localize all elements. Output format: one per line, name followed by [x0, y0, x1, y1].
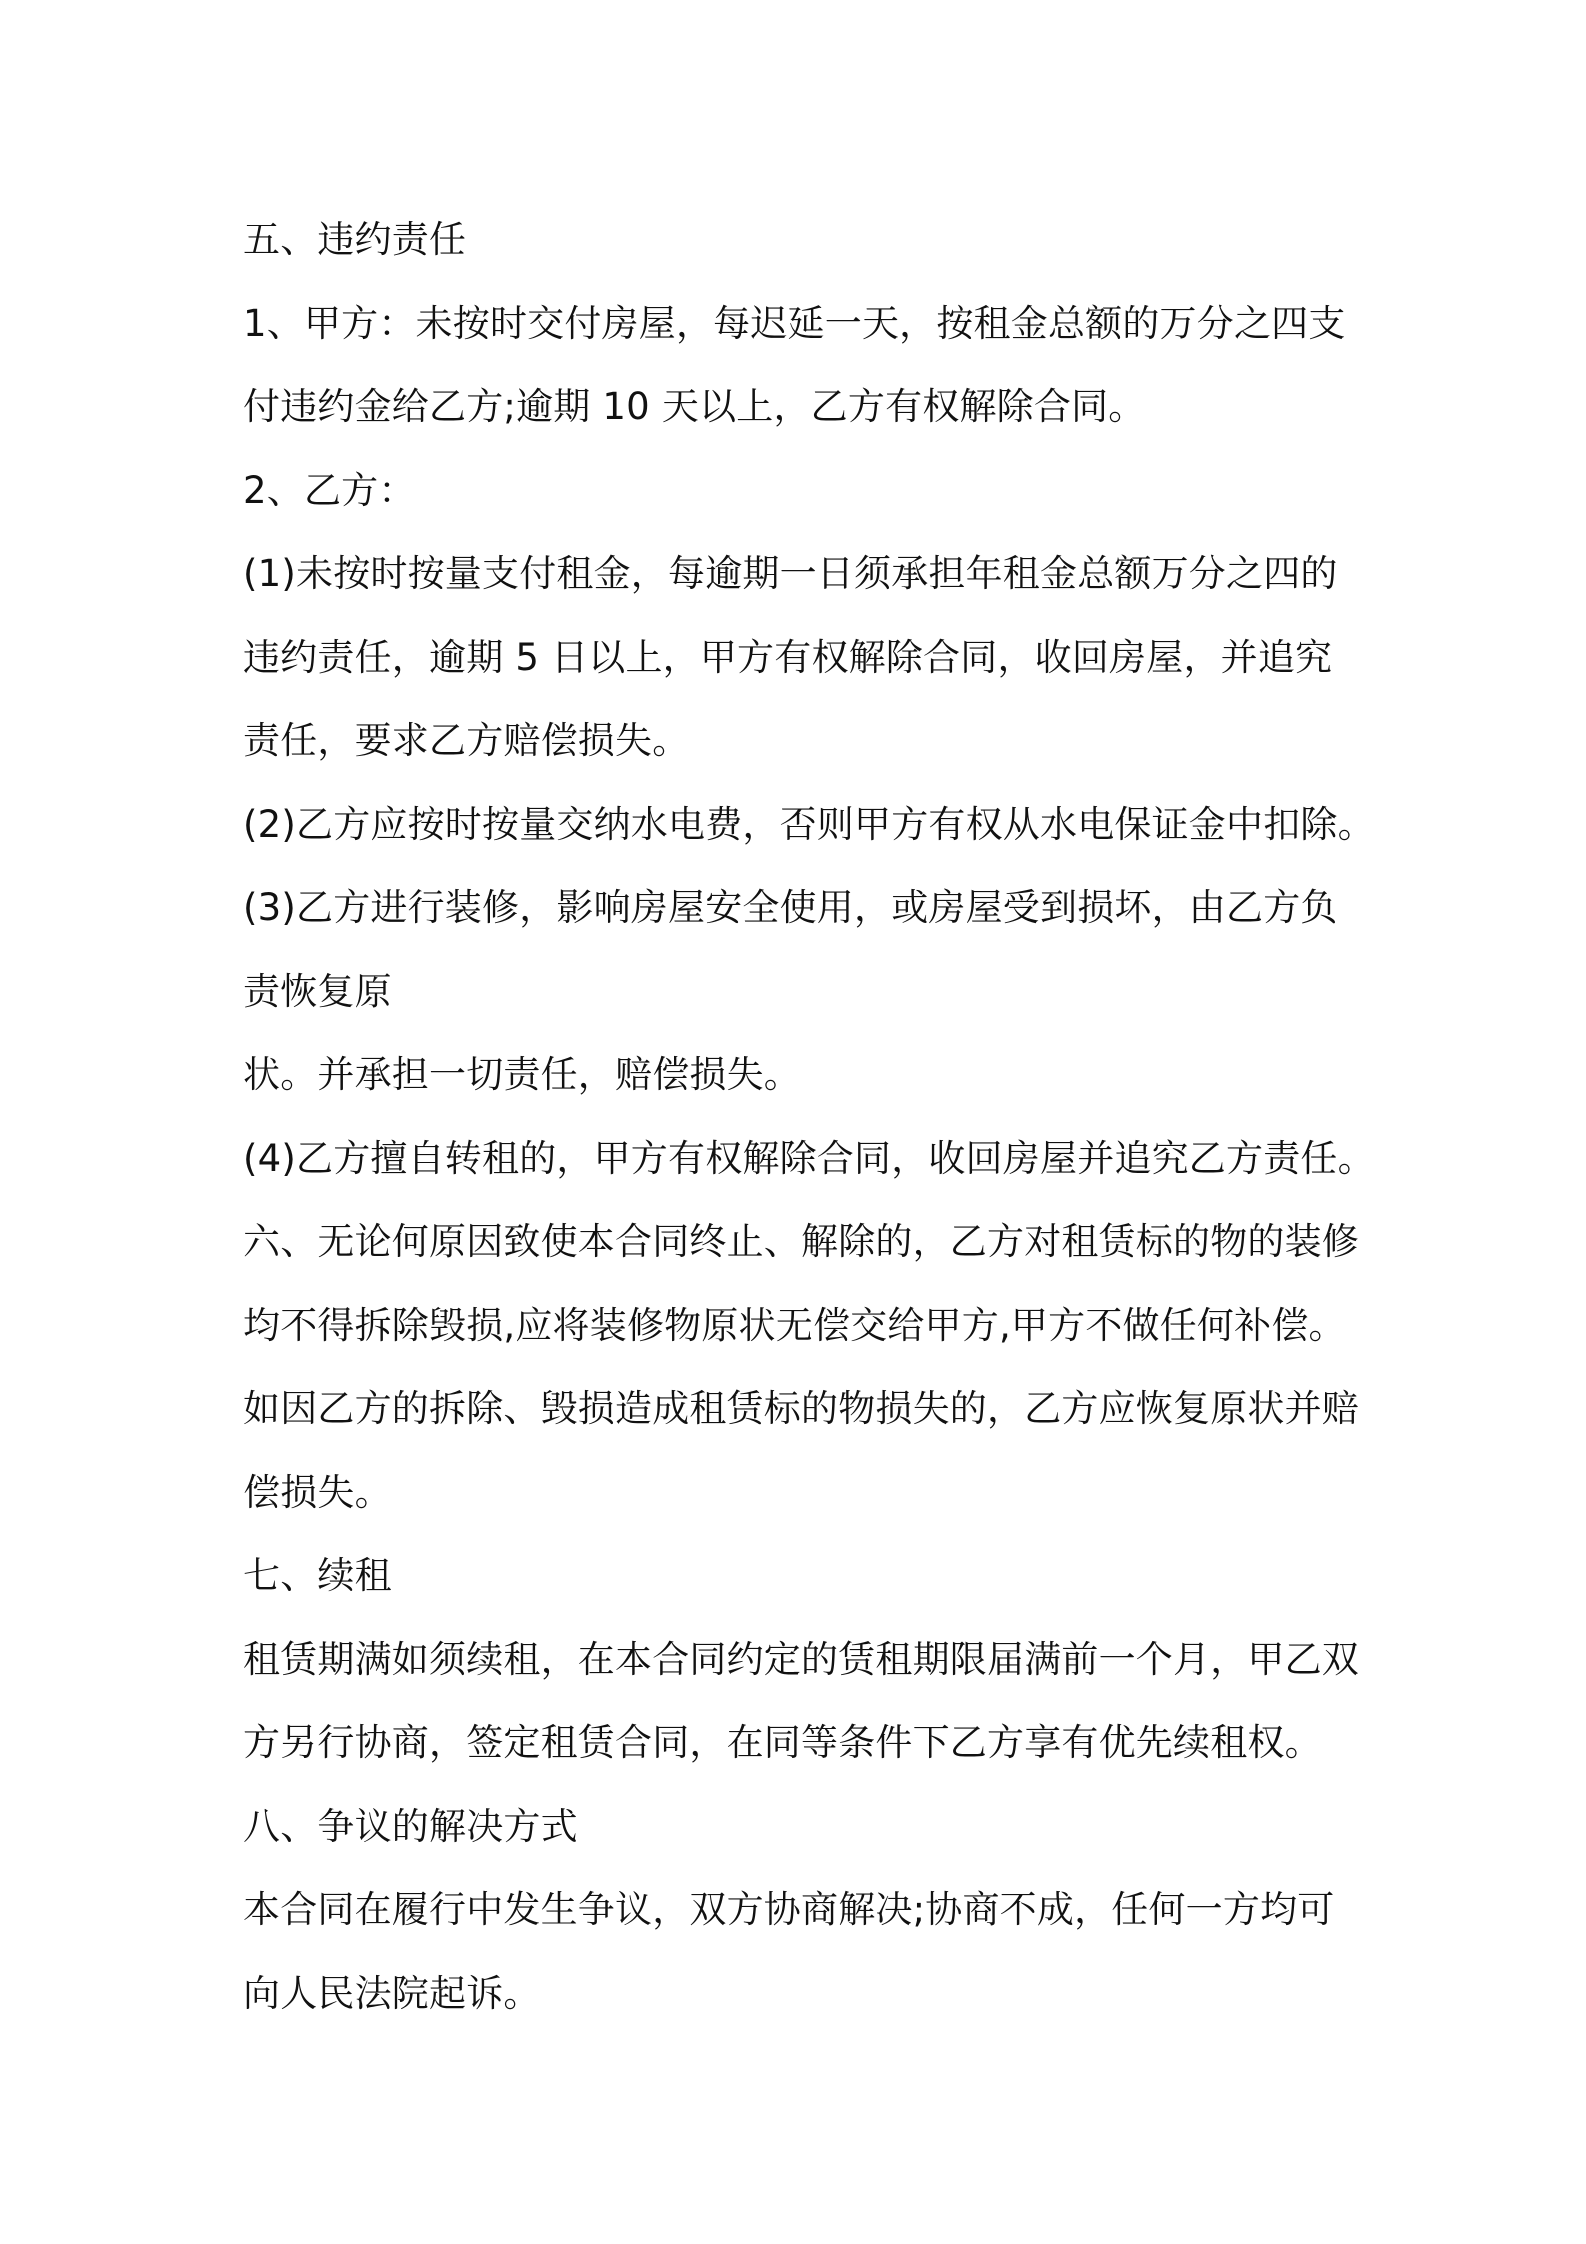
clause-b1-line-1: (1)未按时按量支付租金，每逾期一日须承担年租金总额万分之四的	[243, 552, 1338, 595]
section-eight-line-1: 本合同在履行中发生争议，双方协商解决;协商不成，任何一方均可	[243, 1888, 1335, 1931]
section-six-line-3: 如因乙方的拆除、毁损造成租赁标的物损失的，乙方应恢复原状并赔	[243, 1387, 1359, 1430]
section-heading-breach-liability: 五、违约责任	[243, 218, 467, 261]
section-eight-line-2: 向人民法院起诉。	[243, 1971, 541, 2015]
section-six-line-1: 六、无论何原因致使本合同终止、解除的，乙方对租赁标的物的装修	[243, 1220, 1359, 1263]
clause-b4-line-1: (4)乙方擅自转租的，甲方有权解除合同，收回房屋并追究乙方责任。	[243, 1136, 1375, 1180]
section-seven-line-1: 租赁期满如须续租，在本合同约定的赁租期限届满前一个月，甲乙双	[243, 1637, 1359, 1681]
clause-b3-line-1: (3)乙方进行装修，影响房屋安全使用，或房屋受到损坏，由乙方负	[243, 886, 1338, 929]
clause-b1-line-2: 违约责任，逾期 5 日以上，甲方有权解除合同，收回房屋，并追究	[243, 635, 1333, 679]
clause-b1-line-3: 责任，要求乙方赔偿损失。	[243, 719, 690, 762]
clause-b3-line-3: 状。并承担一切责任，赔偿损失。	[243, 1053, 801, 1096]
section-six-line-4: 偿损失。	[243, 1470, 392, 1514]
section-seven-line-2: 方另行协商，签定租赁合同，在同等条件下乙方享有优先续租权。	[243, 1721, 1322, 1764]
clause-party-a-line-1: 1、甲方：未按时交付房屋，每迟延一天，按租金总额的万分之四支	[243, 301, 1346, 345]
section-heading-dispute-resolution: 八、争议的解决方式	[243, 1804, 578, 1848]
section-six-line-2: 均不得拆除毁损,应将装修物原状无偿交给甲方,甲方不做任何补偿。	[243, 1303, 1346, 1347]
clause-b3-line-2: 责恢复原	[243, 969, 392, 1013]
clause-b2-line-1: (2)乙方应按时按量交纳水电费，否则甲方有权从水电保证金中扣除。	[243, 802, 1375, 846]
clause-party-a-line-2: 付违约金给乙方;逾期 10 天以上，乙方有权解除合同。	[243, 385, 1146, 428]
section-heading-renewal: 七、续租	[243, 1554, 392, 1597]
document-body	[243, 198, 1373, 2035]
clause-party-b-heading: 2、乙方：	[243, 468, 416, 512]
